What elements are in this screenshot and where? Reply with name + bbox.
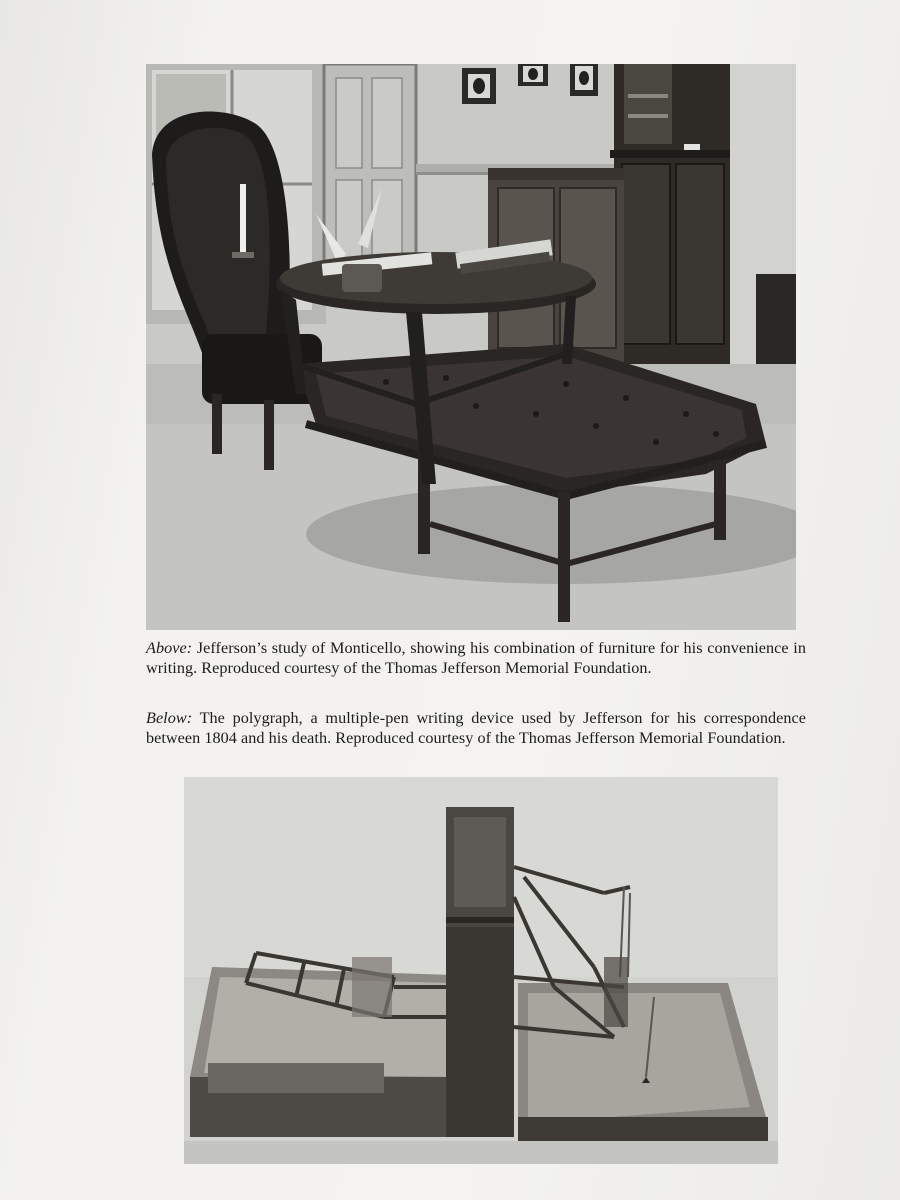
caption-below-lead: Below: — [146, 709, 193, 727]
caption-above-lead: Above: — [146, 639, 193, 657]
caption-above — [146, 638, 806, 678]
caption-below-text: The polygraph, a multiple-pen writing device used by Jefferson for his correspondence between 1804 and his death. Reproduced courtesy of the Thomas Jefferson Memorial Foundation. — [146, 709, 806, 747]
polygraph-photo — [184, 777, 778, 1164]
study-furniture-photo — [146, 64, 796, 630]
caption-below — [146, 708, 806, 748]
caption-above-text: Jefferson’s study of Monticello, showing his combination of furniture for his convenience in writing. Reproduced courtesy of the Thomas Jefferson Memorial Foundation. — [146, 639, 806, 677]
